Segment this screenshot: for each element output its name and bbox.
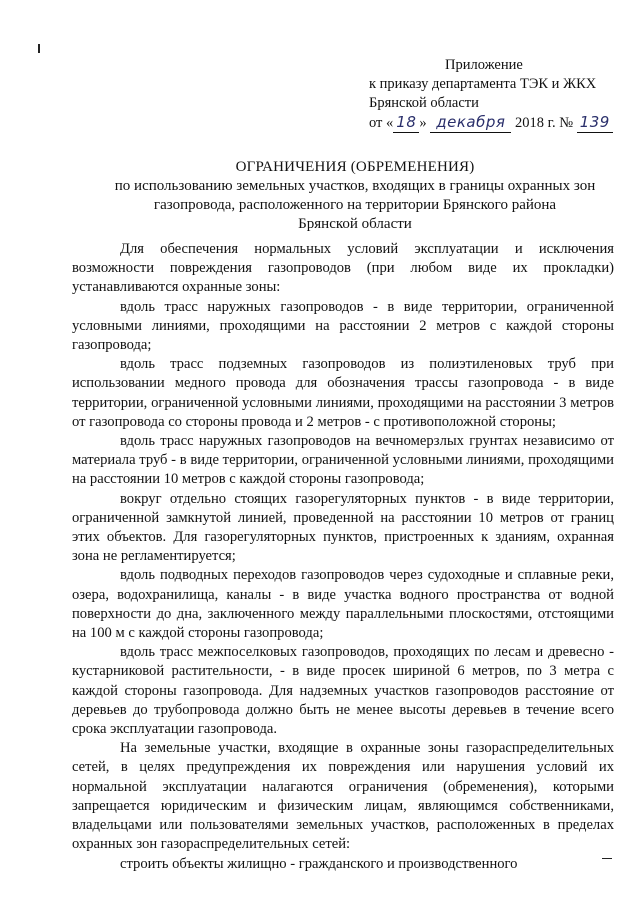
- handwritten-month: декабря: [430, 113, 511, 133]
- handwritten-order-number: 139: [577, 113, 613, 133]
- handwritten-day: 18: [393, 113, 419, 133]
- document-body: [72, 240, 614, 874]
- order-reference: к приказу департамента ТЭК и ЖКХ: [369, 76, 597, 92]
- title-sub-2: газопровода, расположенного на территории Брянского района: [153, 197, 557, 213]
- appendix-header: [369, 56, 631, 133]
- document-title: [100, 158, 610, 234]
- paragraph-above-ground: вдоль трасс наружных газопроводов - в виде территории, ограниченной условными линиями, проходящими на расстоянии 2 метров с каждой стороны газопровода;: [72, 298, 614, 354]
- paragraph-forest: вдоль трасс межпоселковых газопроводов, проходящих по лесам и древесно - кустарниковой растительности, - в виде просек шириной 6 метров, по 3 метра с каждой стороны газопровода. Для надземных участков газопроводов расстояние от деревьев до трубопровода должно быть не менее высоты деревьев в течение всего срока эксплуатации газопровода.: [72, 644, 614, 738]
- appendix-label: Приложение: [445, 57, 523, 73]
- date-prefix: от «: [369, 115, 394, 131]
- paragraph-intro: Для обеспечения нормальных условий эксплуатации и исключения возможности повреждения газопроводов (при любом виде их прокладки) устанавливаются охранные зоны:: [72, 241, 614, 296]
- paragraph-restrictions: На земельные участки, входящие в охранные зоны газораспределительных сетей, в целях предупреждения их повреждения или нарушения условий их нормальной эксплуатации налагаются ограничения (обременения), которыми запрещается юридическим и физическим лицам, являющимся собственниками, владельцами или пользователями земельных участков, расположенных в пределах охранных зон газораспределительных сетей:: [72, 740, 614, 853]
- scan-mark: [602, 858, 612, 859]
- title-sub-3: Брянской области: [298, 216, 412, 232]
- title-main: ОГРАНИЧЕНИЯ (ОБРЕМЕНЕНИЯ): [235, 159, 475, 175]
- paragraph-regulator-points: вокруг отдельно стоящих газорегуляторных пунктов - в виде территории, ограниченной замкнутой линией, проведенной на расстоянии 10 метров от границ этих объектов. Для газорегуляторных пунктов, пристроенных к зданиям, охранная зона не регламентируется;: [72, 490, 614, 565]
- title-sub-1: по использованию земельных участков, входящих в границы охранных зон: [114, 178, 596, 194]
- paragraph-underwater: вдоль подводных переходов газопроводов через судоходные и сплавные реки, озера, водохранилища, каналы - в виде участка водного пространства от водной поверхности до дна, заключенного между параллельными плоскостями, отстоящими на 100 м с каждой стороны газопровода;: [72, 567, 614, 642]
- region-name: Брянской области: [369, 95, 479, 111]
- scan-mark: [38, 44, 40, 53]
- paragraph-construction: строить объекты жилищно - гражданского и производственного: [120, 855, 518, 872]
- date-year: 2018 г. №: [515, 115, 574, 131]
- paragraph-polyethylene: вдоль трасс подземных газопроводов из полиэтиленовых труб при использовании медного провода для обозначения трассы газопровода - в виде территории, ограниченной условными линиями, проходящими на расстоянии 3 метров от газопровода со стороны провода и 2 метров - с противоположной стороны;: [72, 356, 614, 430]
- date-quote-close: »: [419, 115, 427, 131]
- paragraph-permafrost: вдоль трасс наружных газопроводов на вечномерзлых грунтах независимо от материала труб - в виде территории, ограниченной условными линиями, проходящими на расстоянии 10 метров с каждой стороны газопровода;: [72, 433, 614, 488]
- order-date-line: [369, 113, 631, 133]
